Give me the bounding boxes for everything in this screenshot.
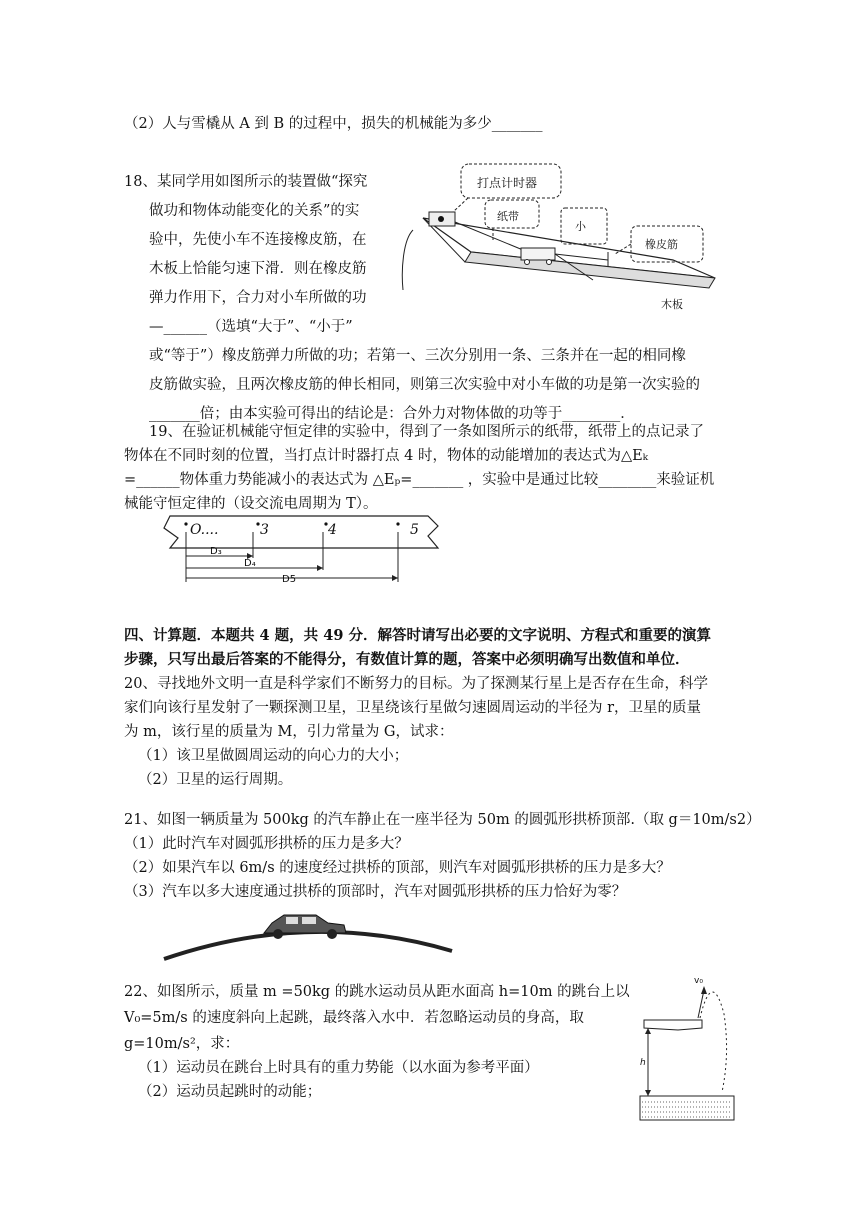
q22-v0-label: v₀	[694, 976, 703, 986]
q21-line-4: （3）汽车以多大速度通过拱桥的顶部时，汽车对圆弧形拱桥的压力恰好为零？	[124, 884, 627, 900]
tape-d3: D₃	[210, 546, 222, 557]
tape-d5: D5	[282, 574, 297, 585]
rubber-band-label: 橡皮筋	[645, 238, 678, 251]
q20-sub-1: （1）该卫星做圆周运动的向心力的大小；	[138, 748, 409, 764]
q19-line-1: 19、在验证机械能守恒定律的实验中，得到了一条如图所示的纸带，纸带上的点记录了	[149, 424, 704, 440]
timer-label: 打点计时器	[477, 176, 538, 190]
tape-d4: D₄	[244, 558, 256, 569]
q22-diving-drawing	[638, 974, 738, 1124]
q20-sub-2: （2）卫星的运行周期。	[138, 772, 293, 788]
section4-heading-1: 四、计算题．本题共 4 题，共 49 分．解答时请写出必要的文字说明、方程式和重要的演算	[124, 627, 711, 644]
tape-point-o: O....	[190, 522, 219, 538]
q22-sub-1: （1）运动员在跳台上时具有的重力势能（以水面为参考平面）	[138, 1060, 539, 1076]
q18-line-6: —______（选填“大于”、“小于”	[149, 319, 353, 335]
q21-line-2: （1）此时汽车对圆弧形拱桥的压力是多大？	[124, 836, 409, 852]
q18-line-2: 做功和物体动能变化的关系”的实	[149, 203, 360, 219]
tape-point-5: 5	[410, 522, 419, 538]
q19-tape-figure	[160, 512, 440, 586]
q22-h-label: h	[640, 1058, 646, 1068]
q17-part2: （2）人与雪橇从 A 到 B 的过程中，损失的机械能为多少_______	[124, 116, 543, 132]
q22-sub-2: （2）运动员起跳时的动能；	[138, 1084, 322, 1100]
q18-line-7: 或“等于”）橡皮筋弹力所做的功；若第一、三次分别用一条、三条并在一起的相同橡	[149, 348, 686, 364]
q18-line-9: _______倍；由本实验可得出的结论是：合外力对物体做的功等于________．	[149, 406, 635, 422]
q21-line-1: 21、如图一辆质量为 500kg 的汽车静止在一座半径为 50m 的圆弧形拱桥顶部.（取 g＝10m/s2）	[124, 812, 761, 828]
q22-diving-figure	[638, 974, 738, 1124]
q22-line-2: V₀=5m/s 的速度斜向上起跳，最终落入水中．若忽略运动员的身高，取	[124, 1010, 584, 1026]
q18-line-8: 皮筋做实验，且两次橡皮筋的伸长相同，则第三次实验中对小车做的功是第一次实验的	[149, 377, 700, 393]
section4-heading-2: 步骤，只写出最后答案的不能得分，有数值计算的题，答案中必须明确写出数值和单位．	[124, 651, 690, 668]
tape-point-4: 4	[328, 522, 337, 538]
q19-line-2: 物体在不同时刻的位置，当打点计时器打点 4 时，物体的动能增加的表达式为△Eₖ	[124, 448, 648, 464]
q18-line-5: 弹力作用下，合力对小车所做的功	[149, 290, 367, 306]
q20-line-1: 20、寻找地外文明一直是科学家们不断努力的目标。为了探测某行星上是否存在生命，科学	[124, 676, 708, 692]
q21-bridge-figure	[160, 895, 460, 965]
q22-line-3: g=10m/s²，求：	[124, 1036, 240, 1052]
q19-line-4: 械能守恒定律的（设交流电周期为 T）。	[124, 496, 378, 512]
q20-line-2: 家们向该行星发射了一颗探测卫星，卫星绕该行星做匀速圆周运动的半径为 r，卫星的质量	[124, 700, 702, 716]
q22-line-1: 22、如图所示，质量 m =50kg 的跳水运动员从距水面高 h=10m 的跳台上以	[124, 984, 630, 1000]
q21-line-3: （2）如果汽车以 6m/s 的速度经过拱桥的顶部，则汽车对圆弧形拱桥的压力是多大？	[124, 860, 671, 876]
q21-bridge-drawing	[160, 895, 460, 965]
q18-line-4: 木板上恰能匀速下滑．则在橡皮筋	[149, 261, 367, 277]
q18-line-3: 验中，先使小车不连接橡皮筋，在	[149, 232, 367, 248]
board-label: 木板	[661, 298, 683, 311]
q19-line-3: =______物体重力势能减小的表达式为 △Eₚ=_______ ，实验中是通过比较________来验证机	[124, 472, 715, 488]
q20-line-3: 为 m，该行星的质量为 M，引力常量为 G，试求：	[124, 724, 454, 740]
tape-label: 纸带	[497, 210, 519, 223]
q18-line-1: 18、某同学用如图所示的装置做“探究	[124, 174, 368, 190]
tape-point-3: 3	[260, 522, 269, 538]
cart-label: 小	[575, 220, 586, 233]
q18-apparatus-figure	[393, 160, 723, 330]
